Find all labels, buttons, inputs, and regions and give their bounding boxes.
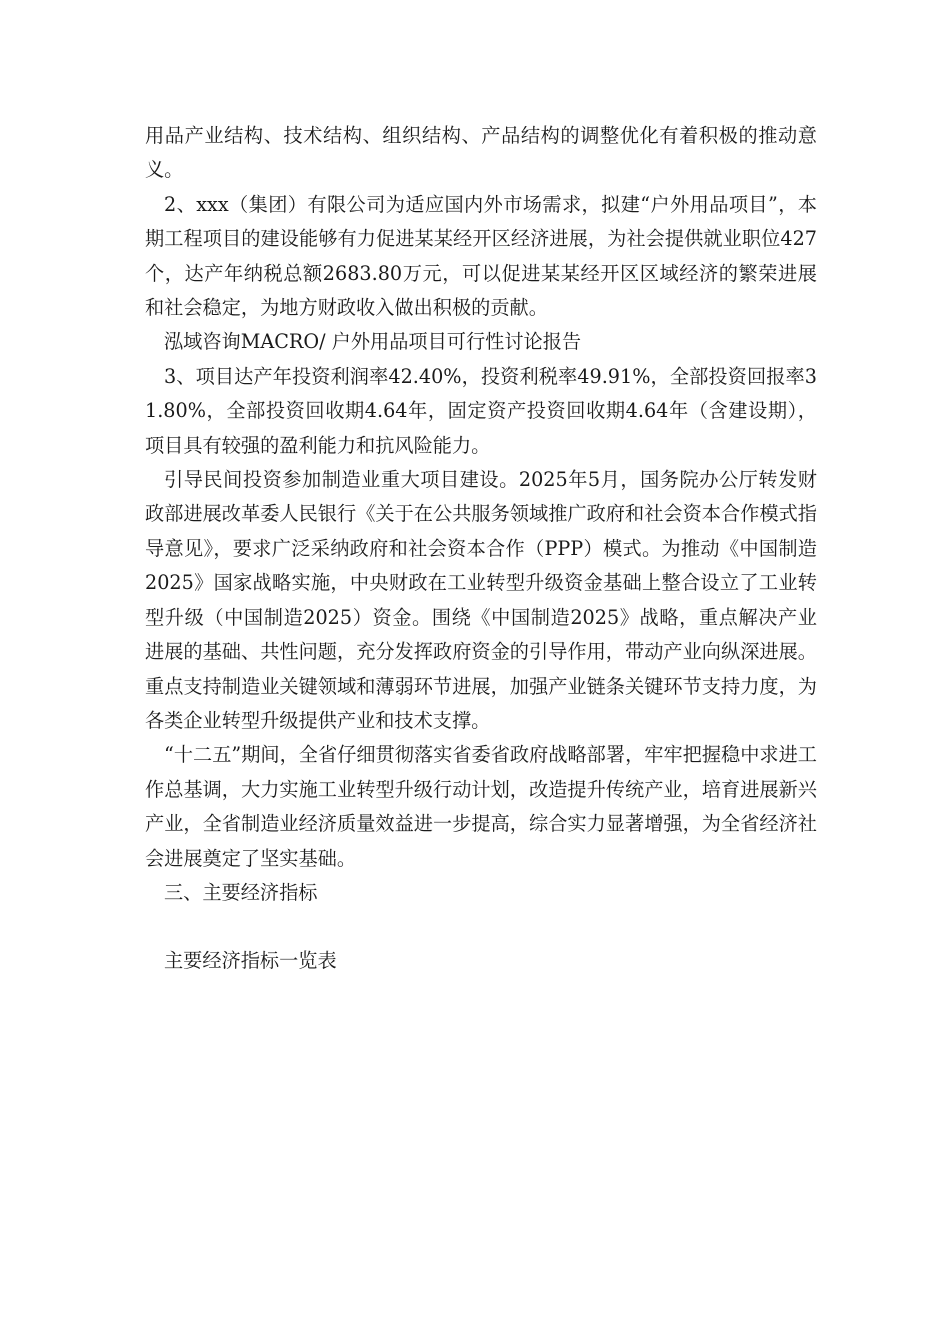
paragraph-item-3: 3、项目达产年投资利润率42.40%，投资利税率49.91%，全部投资回报率31.80%，全部投资回收期4.64年，固定资产投资回收期4.64年（含建设期），项目具有较强的盈利能力和抗风险能力。 (145, 364, 817, 457)
table-title: 主要经济指标一览表 (164, 949, 337, 973)
blank-line (145, 910, 817, 944)
paragraph-continuation: 用品产业结构、技术结构、组织结构、产品结构的调整优化有着积极的推动意义。 (145, 124, 817, 182)
paragraph-twelfth-five-year: “十二五”期间，全省仔细贯彻落实省委省政府战略部署，牢牢把握稳中求进工作总基调，大力实施工业转型升级行动计划，改造提升传统产业，培育进展新兴产业，全省制造业经济质量效益进一步提高，综合实力显著增强，为全省经济社会进展奠定了坚实基础。 (145, 743, 817, 870)
running-header-line: 泓域咨询MACRO/ 户外用品项目可行性讨论报告 (164, 330, 582, 354)
paragraph-private-investment: 引导民间投资参加制造业重大项目建设。2025年5月，国务院办公厅转发财政部进展改革委人民银行《关于在公共服务领域推广政府和社会资本合作模式指导意见》，要求广泛采纳政府和社会资本合作（PPP）模式。为推动《中国制造2025》国家战略实施，中央财政在工业转型升级资金基础上整合设立了工业转型升级（中国制造2025）资金。围绕《中国制造2025》战略，重点解决产业进展的基础、共性问题，充分发挥政府资金的引导作用，带动产业向纵深进展。重点支持制造业关键领域和薄弱环节进展，加强产业链条关键环节支持力度，为各类企业转型升级提供产业和技术支撑。 (145, 468, 817, 732)
paragraph-item-2: 2、xxx（集团）有限公司为适应国内外市场需求，拟建“户外用品项目”，本期工程项目的建设能够有力促进某某经开区经济进展，为社会提供就业职位427个，达产年纳税总额2683.80万元，可以促进某某经开区区域经济的繁荣进展和社会稳定，为地方财政收入做出积极的贡献。 (145, 192, 817, 320)
document-body (145, 119, 817, 979)
section-heading: 三、主要经济指标 (164, 880, 318, 904)
